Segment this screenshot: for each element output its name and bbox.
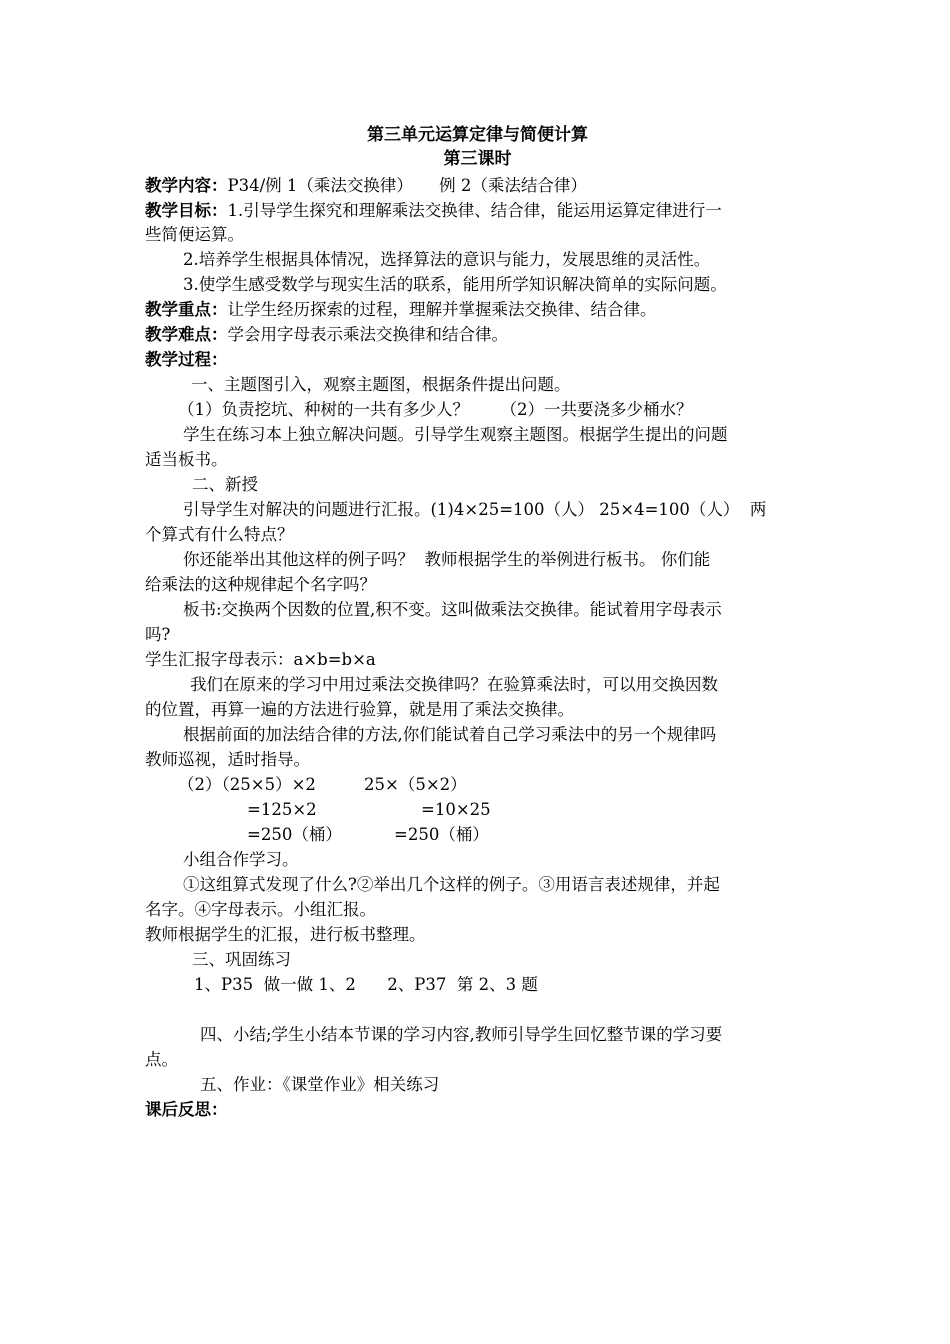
process-line-6: 引导学生对解决的问题进行汇报。(1)4×25=100（人） 25×4=100（人） 两 [183, 500, 767, 519]
process-line-16: 教师巡视，适时指导。 [145, 750, 310, 769]
equation-right-3: =250（桶） [394, 825, 489, 844]
teaching-content-label: 教学内容： [145, 176, 228, 195]
process-line-14: 的位置，再算一遍的方法进行验算，就是用了乘法交换律。 [145, 700, 574, 719]
equation-right-2: =10×25 [421, 800, 491, 819]
teaching-content-text: P34/例 1（乘法交换律） 例 2（乘法结合律） [227, 176, 587, 195]
equation-left-3: =250（桶） [247, 825, 342, 844]
process-line-11: 吗? [145, 625, 171, 644]
difficulty-text: 学会用字母表示乘法交换律和结合律。 [227, 325, 508, 344]
teaching-goals-label: 教学目标： [145, 201, 228, 220]
difficulty-label: 教学难点： [145, 325, 228, 344]
document-title: 第三单元运算定律与简便计算 [367, 125, 588, 145]
process-line-15: 根据前面的加法结合律的方法,你们能试着自己学习乘法中的另一个规律吗 [183, 725, 717, 744]
process-line-3: 学生在练习本上独立解决问题。引导学生观察主题图。根据学生提出的问题 [183, 425, 728, 444]
process-line-13: 我们在原来的学习中用过乘法交换律吗？在验算乘法时，可以用交换因数 [190, 675, 718, 694]
process-line-10: 板书:交换两个因数的位置,积不变。这叫做乘法交换律。能试着用字母表示 [183, 600, 722, 619]
process-line-4: 适当板书。 [145, 450, 228, 469]
teaching-goals-line3: 2.培养学生根据具体情况，选择算法的意识与能力，发展思维的灵活性。 [183, 250, 711, 269]
teaching-goals [145, 199, 810, 223]
process-line-9: 给乘法的这种规律起个名字吗？ [145, 575, 376, 594]
reflection-label: 课后反思： [145, 1100, 228, 1119]
process-line-23: 教师根据学生的汇报，进行板书整理。 [145, 925, 426, 944]
teaching-content [145, 174, 810, 198]
document-subtitle: 第三课时 [443, 149, 512, 169]
process-line-27: 点。 [145, 1050, 178, 1069]
process-line-5: 二、新授 [192, 475, 258, 494]
key-point [145, 298, 810, 322]
difficulty [145, 323, 810, 347]
process-line-25: 1、P35 做一做 1、2 2、P37 第 2、3 题 [194, 975, 538, 994]
key-point-label: 教学重点： [145, 300, 228, 319]
process-line-21: ①这组算式发现了什么?②举出几个这样的例子。③用语言表述规律，并起 [183, 875, 720, 894]
equation-left-2: =125×2 [247, 800, 317, 819]
process-line-2: （1）负责挖坑、种树的一共有多少人？ （2）一共要浇多少桶水？ [178, 400, 693, 419]
process-line-20: 小组合作学习。 [183, 850, 299, 869]
process-line-24: 三、巩固练习 [192, 950, 291, 969]
process-line-1: 一、主题图引入，观察主题图，根据条件提出问题。 [191, 375, 571, 394]
key-point-text: 让学生经历探索的过程，理解并掌握乘法交换律、结合律。 [227, 300, 657, 319]
process-line-8: 你还能举出其他这样的例子吗？ 教师根据学生的举例进行板书。 你们能 [183, 550, 711, 569]
equation-right-1: 25×（5×2） [364, 775, 467, 794]
process-line-28: 五、作业：《课堂作业》相关练习 [200, 1075, 440, 1094]
equation-left-1: （2）（25×5）×2 [178, 775, 316, 794]
teaching-goals-line2: 些简便运算。 [145, 225, 244, 244]
process-line-12: 学生汇报字母表示：a×b=b×a [145, 650, 376, 669]
process-label: 教学过程： [145, 350, 228, 369]
process-line-22: 名字。④字母表示。小组汇报。 [145, 900, 376, 919]
teaching-goals-line4: 3.使学生感受数学与现实生活的联系，能用所学知识解决简单的实际问题。 [183, 275, 727, 294]
process-line-7: 个算式有什么特点？ [145, 525, 294, 544]
teaching-goals-line1: 1.引导学生探究和理解乘法交换律、结合律，能运用运算定律进行一 [227, 201, 722, 220]
process-line-26: 四、小结;学生小结本节课的学习内容,教师引导学生回忆整节课的学习要 [200, 1025, 723, 1044]
